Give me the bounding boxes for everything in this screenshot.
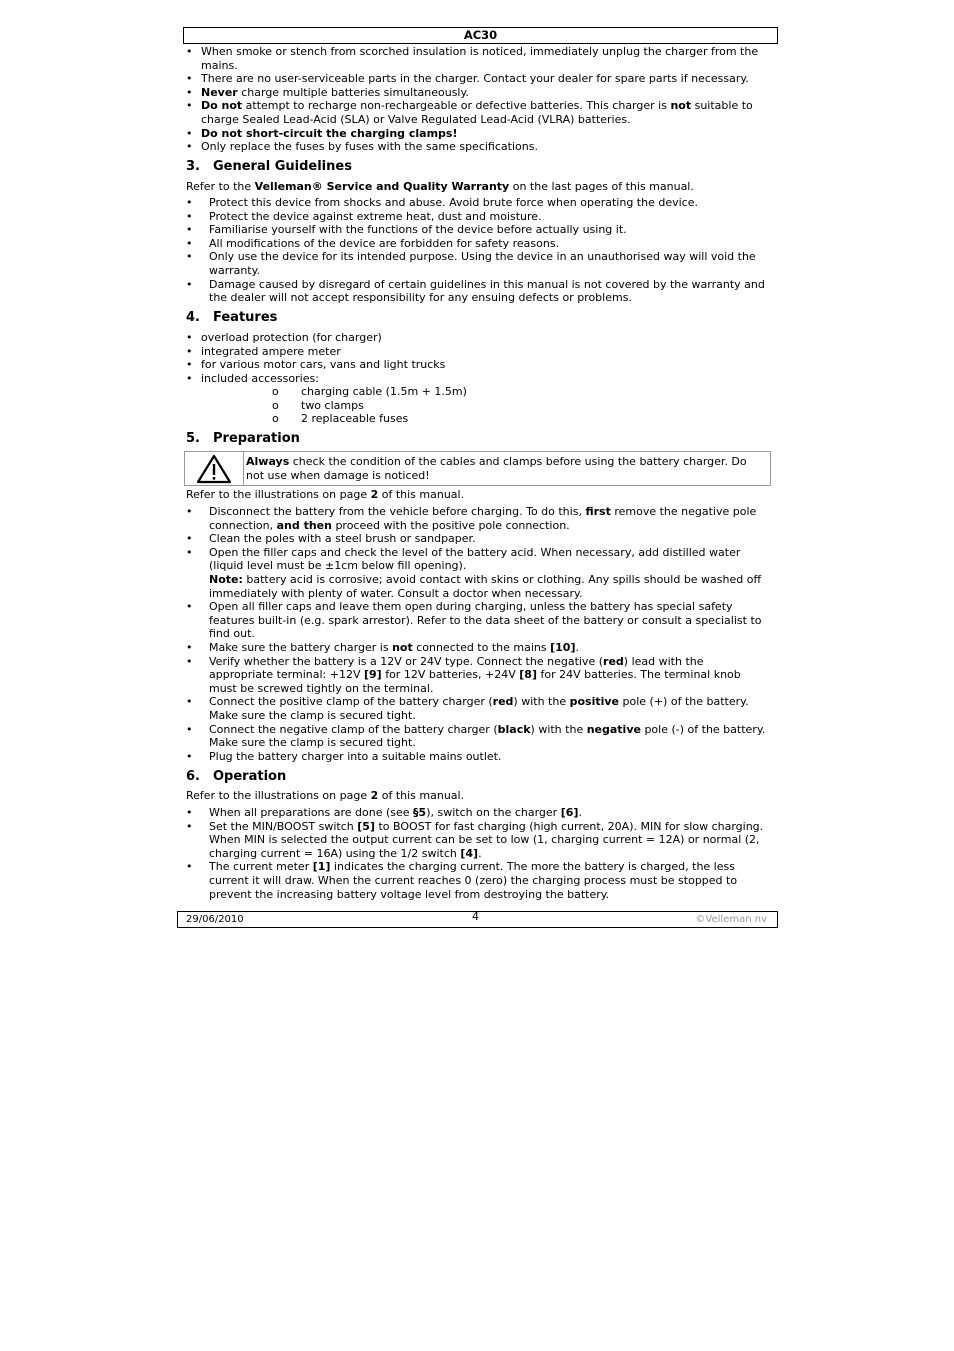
section-title: Operation <box>213 769 287 784</box>
list-item: • When smoke or stench from scorched insulation is noticed, immediately unplug the charger from the mains. <box>186 45 759 72</box>
section-title: Preparation <box>213 431 300 446</box>
bullet-icon: • <box>186 209 193 223</box>
circle-bullet-icon: o <box>272 385 279 398</box>
bullet-icon: • <box>186 331 193 344</box>
list-item: • Familiarise yourself with the functions of the device before actually using it. <box>186 223 627 237</box>
bullet-icon: • <box>186 806 193 819</box>
list-item: • All modifications of the device are forbidden for safety reasons. <box>186 236 560 250</box>
page-header <box>183 27 778 44</box>
section-number: 5. <box>186 431 200 446</box>
bullet-icon: • <box>186 72 193 86</box>
bullet-icon: • <box>186 545 193 559</box>
circle-bullet-icon: o <box>272 412 279 426</box>
bullet-icon: • <box>186 223 193 237</box>
bullet-icon: • <box>186 236 193 250</box>
circle-bullet-icon: o <box>272 398 279 412</box>
list-item: • Do not attempt to recharge non-rechargeable or defective batteries. This charger is not suitable to charge Sealed Lead-Acid (SLA) or Valve Regulated Lead-Acid (VLRA) batteries. <box>186 99 753 126</box>
section-number: 6. <box>186 769 200 784</box>
section-title: Features <box>213 310 278 325</box>
list-item: • Protect the device against extreme heat, dust and moisture. <box>186 209 542 223</box>
accessory-list <box>272 385 467 426</box>
bullet-icon: • <box>186 85 193 99</box>
list-item: • Clean the poles with a steel brush or sandpaper. <box>186 532 476 546</box>
list-item: • Never charge multiple batteries simultaneously. <box>186 85 469 99</box>
bullet-icon: • <box>186 250 193 264</box>
accessory-item: o 2 replaceable fuses <box>272 412 409 426</box>
warning-text: Always check the condition of the cables and clamps before using the battery charger. Do not use when damage is noticed! <box>246 455 747 482</box>
list-item: • The current meter [1] indicates the charging current. The more the battery is charged, the less current it will draw. When the current reaches 0 (zero) the charging process must be stopped to prevent the increasing battery voltage level from destroying the battery. <box>186 860 738 901</box>
footer-copyright: ©Velleman nv <box>695 914 767 925</box>
bullet-icon: • <box>186 505 193 518</box>
list-item: • Only use the device for its intended purpose. Using the device in an unauthorised way will void the warranty. <box>186 250 756 277</box>
list-item: • overload protection (for charger) <box>186 331 382 344</box>
list-item: • Protect this device from shocks and abuse. Avoid brute force when operating the device. <box>186 196 698 209</box>
bullet-icon: • <box>186 860 193 874</box>
bullet-icon: • <box>186 45 193 58</box>
section-3-bullets <box>186 196 770 305</box>
section-3-heading <box>186 159 352 175</box>
accessory-item: o two clamps <box>272 398 364 412</box>
accessory-item: o charging cable (1.5m + 1.5m) <box>272 385 467 398</box>
list-item: • Connect the negative clamp of the battery charger (black) with the negative pole (-) of the battery. Make sure the clamp is secured tight. <box>186 722 766 750</box>
bullet-icon: • <box>186 819 193 833</box>
bullet-icon: • <box>186 654 193 668</box>
section-6-heading <box>186 769 286 785</box>
list-item: • Set the MIN/BOOST switch [5] to BOOST for fast charging (high current, 20A). MIN for slow charging. When MIN is selected the output current can be set to low (1, charging current = 12A) or normal (2, charging current = 16A) using the 1/2 switch [4]. <box>186 819 764 860</box>
list-item: • integrated ampere meter <box>186 344 341 358</box>
bullet-icon: • <box>186 371 193 385</box>
section-6-bullets <box>186 806 770 901</box>
section-5-bullets <box>186 505 770 763</box>
section-number: 4. <box>186 310 200 325</box>
bullet-icon: • <box>186 140 193 154</box>
bullet-icon: • <box>186 344 193 358</box>
bullet-icon: • <box>186 358 193 372</box>
footer-date: 29/06/2010 <box>186 914 244 925</box>
list-item: • Connect the positive clamp of the battery charger (red) with the positive pole (+) of the battery. Make sure the clamp is secured tight. <box>186 695 749 722</box>
bullet-icon: • <box>186 277 193 291</box>
list-item: • Open the filler caps and check the level of the battery acid. When necessary, add distilled water (liquid level must be ±1cm below fill opening). Note: battery acid is corrosive; avoid contact with skins or clothing. Any spills should be washed off immediately with plenty of water. Consult a doctor when necessary. <box>186 545 762 600</box>
list-item: • Do not short-circuit the charging clamps! <box>186 126 458 140</box>
list-item: • for various motor cars, vans and light trucks <box>186 358 446 372</box>
section-3-intro: Refer to the Velleman® Service and Quality Warranty on the last pages of this manual. <box>186 180 694 193</box>
section-5-intro: Refer to the illustrations on page 2 of this manual. <box>186 488 465 501</box>
warning-triangle-icon <box>185 452 244 485</box>
list-item: • There are no user-serviceable parts in the charger. Contact your dealer for spare parts if necessary. <box>186 72 749 86</box>
bullet-icon: • <box>186 749 193 763</box>
bullet-icon: • <box>186 722 193 736</box>
list-item: • When all preparations are done (see §5), switch on the charger [6]. <box>186 806 582 819</box>
page-number: 4 <box>472 910 479 923</box>
bullet-icon: • <box>186 126 193 140</box>
section-6-intro: Refer to the illustrations on page 2 of this manual. <box>186 789 465 802</box>
section-number: 3. <box>186 159 200 174</box>
safety-bullets <box>186 45 770 154</box>
list-item: • Only replace the fuses by fuses with the same specifications. <box>186 140 538 154</box>
list-item: • Verify whether the battery is a 12V or 24V type. Connect the negative (red) lead with the appropriate terminal: +12V [9] for 12V batteries, +24V [8] for 24V batteries. The terminal knob must be screwed tightly on the terminal. <box>186 654 741 695</box>
warning-box <box>184 451 771 486</box>
list-item: • Open all filler caps and leave them open during charging, unless the battery has special safety features built-in (e.g. spark arrestor). Refer to the data sheet of the battery or consult a specialist to find out. <box>186 600 762 641</box>
bullet-icon: • <box>186 695 193 709</box>
list-item: • Make sure the battery charger is not connected to the mains [10]. <box>186 640 579 654</box>
list-item: • Disconnect the battery from the vehicle before charging. To do this, first remove the negative pole connection, and then proceed with the positive pole connection. <box>186 505 757 532</box>
bullet-icon: • <box>186 196 193 209</box>
bullet-icon: • <box>186 600 193 614</box>
list-item: • Plug the battery charger into a suitable mains outlet. <box>186 749 502 763</box>
list-item: • included accessories: <box>186 371 319 385</box>
section-title: General Guidelines <box>213 159 352 174</box>
section-4-bullets <box>186 331 770 385</box>
model-title: AC30 <box>463 28 498 42</box>
section-5-heading <box>186 431 300 447</box>
bullet-icon: • <box>186 99 193 113</box>
page-footer <box>177 911 778 928</box>
bullet-icon: • <box>186 640 193 654</box>
bullet-icon: • <box>186 532 193 546</box>
list-item: • Damage caused by disregard of certain guidelines in this manual is not covered by the warranty and the dealer will not accept responsibility for any ensuing defects or problems. <box>186 277 765 305</box>
section-4-heading <box>186 310 277 326</box>
